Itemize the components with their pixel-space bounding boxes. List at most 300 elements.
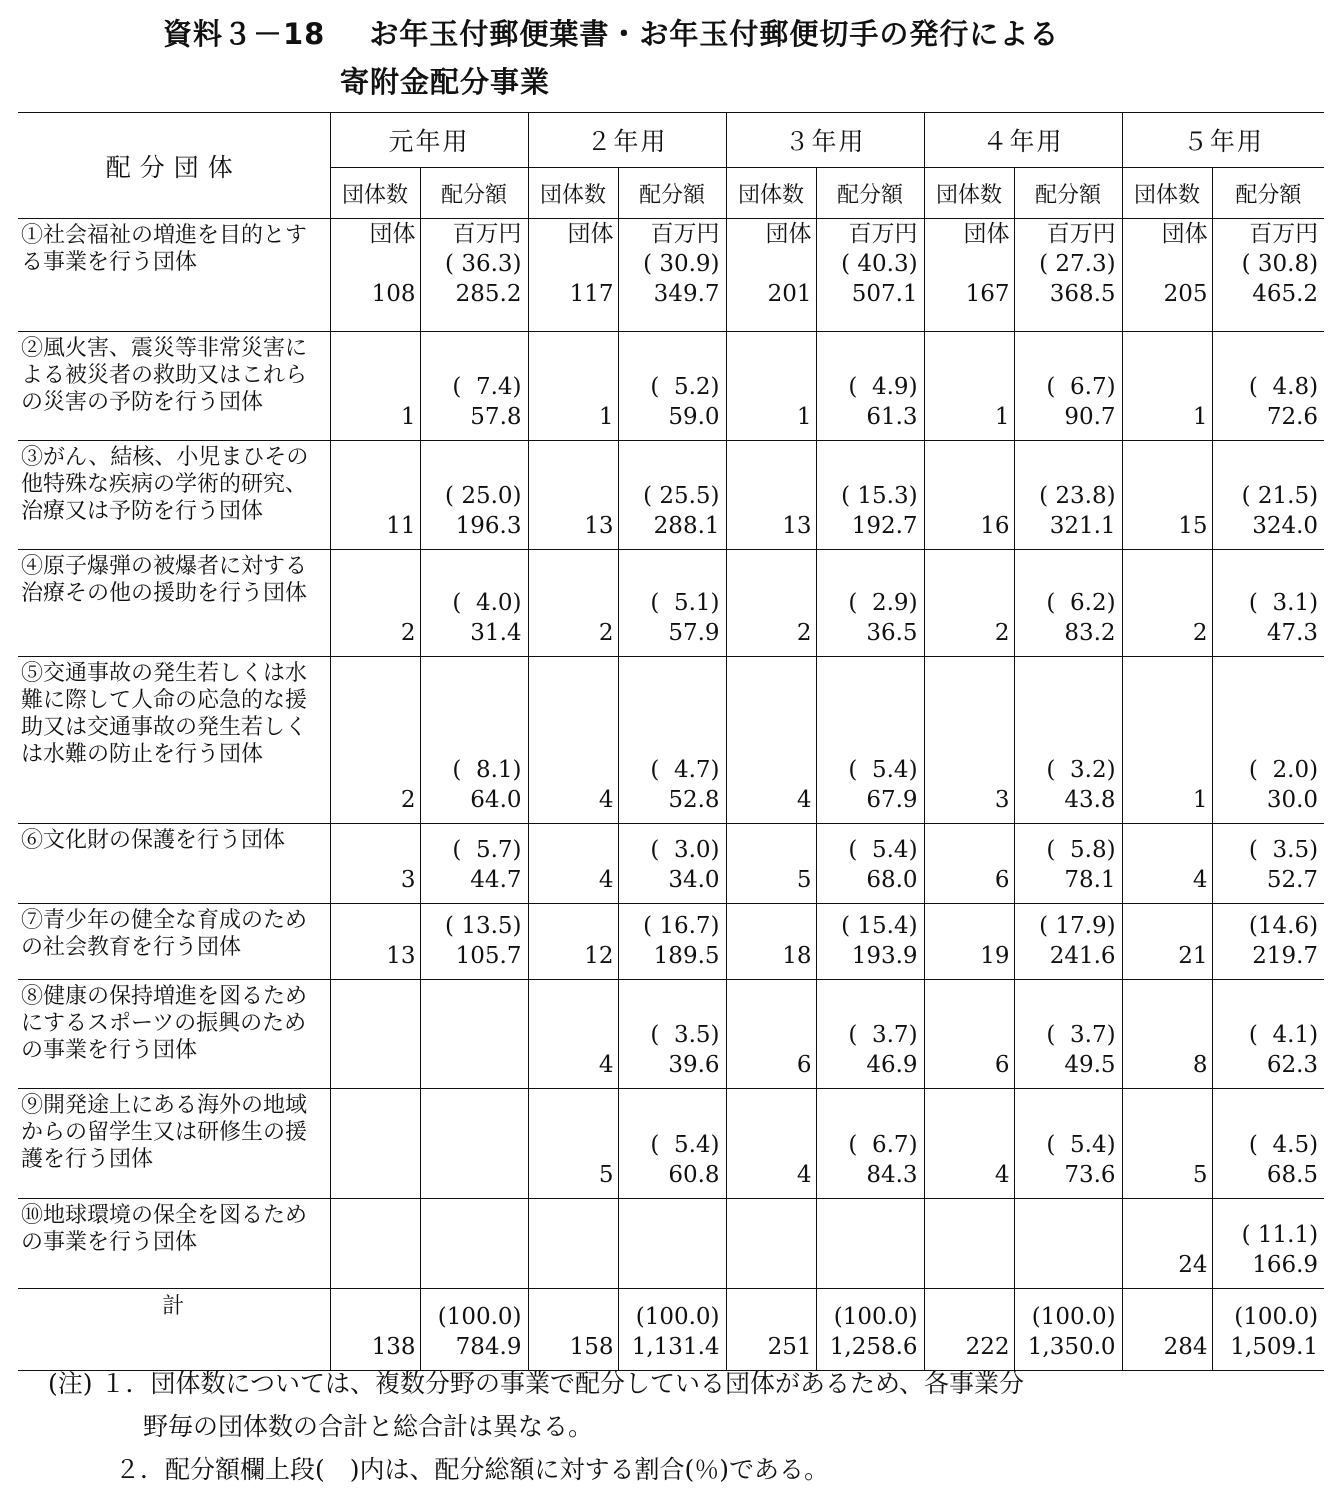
amount-cell: [420, 332, 528, 441]
amount-value: 52.7: [1266, 867, 1319, 893]
count-cell: [726, 332, 816, 441]
amount-value: 349.7: [653, 281, 720, 307]
category-label: ②風火害、震災等非常災害に よる被災者の救助又はこれら の災害の予防を行う団体: [18, 332, 330, 441]
amount-cell: [618, 904, 726, 980]
amount-cell: [1014, 550, 1122, 657]
share-value: ( 6.2): [1046, 590, 1116, 616]
count-value: 108: [371, 281, 416, 307]
amount-cell: [618, 824, 726, 904]
count-value: 167: [965, 281, 1010, 307]
header-amount: 配分額: [420, 168, 528, 219]
amount-cell: [1014, 657, 1122, 824]
amount-cell: [1014, 219, 1122, 332]
amount-cell: [618, 1089, 726, 1199]
amount-value: 47.3: [1266, 620, 1319, 646]
share-value: ( 21.5): [1241, 483, 1319, 509]
amount-value: 84.3: [866, 1162, 918, 1188]
document-title: [163, 12, 1059, 53]
unit-count: 団体: [963, 221, 1010, 247]
amount-cell: [1014, 332, 1122, 441]
count-value: 5: [1192, 1162, 1208, 1188]
count-value: 18: [782, 943, 812, 969]
amount-cell: [816, 332, 924, 441]
count-value: 1: [598, 404, 614, 430]
amount-cell: [1212, 1289, 1324, 1371]
share-value: ( 5.4): [848, 837, 918, 863]
count-value: 6: [994, 1052, 1010, 1078]
amount-value: 72.6: [1266, 404, 1319, 430]
count-value: 21: [1178, 943, 1208, 969]
count-cell: [1122, 441, 1212, 550]
share-value: ( 15.4): [841, 913, 918, 939]
share-value: ( 17.9): [1039, 913, 1116, 939]
amount-value: 34.0: [668, 867, 720, 893]
category-label: ⑦青少年の健全な育成のため の社会教育を行う団体: [18, 904, 330, 980]
count-cell: [726, 1199, 816, 1289]
count-value: 4: [598, 787, 614, 813]
amount-value: 288.1: [653, 513, 720, 539]
count-value: 2: [400, 787, 416, 813]
amount-value: 219.7: [1252, 943, 1319, 969]
count-cell: [330, 550, 420, 657]
header-amount: 配分額: [1212, 168, 1324, 219]
category-label: ④原子爆弾の被爆者に対する 治療その他の援助を行う団体: [18, 550, 330, 657]
amount-value: 368.5: [1049, 281, 1116, 307]
count-value: 4: [994, 1162, 1010, 1188]
amount-value: 285.2: [455, 281, 522, 307]
count-cell: [1122, 824, 1212, 904]
amount-value: 44.7: [470, 867, 522, 893]
share-value: ( 5.4): [650, 1132, 720, 1158]
share-value: ( 36.3): [445, 251, 522, 277]
share-value: ( 6.7): [1046, 374, 1116, 400]
amount-value: 105.7: [455, 943, 522, 969]
share-value: ( 3.7): [848, 1022, 918, 1048]
count-value: 5: [598, 1162, 614, 1188]
amount-value: 36.5: [866, 620, 918, 646]
share-value: ( 2.9): [848, 590, 918, 616]
amount-value: 31.4: [470, 620, 522, 646]
amount-cell: [1212, 219, 1324, 332]
count-cell: [330, 824, 420, 904]
count-value: 2: [598, 620, 614, 646]
note-1-continued: 野毎の団体数の合計と総合計は異なる。: [143, 1412, 594, 1441]
amount-value: 39.6: [668, 1052, 720, 1078]
share-value: ( 4.0): [452, 590, 522, 616]
count-cell: [924, 904, 1014, 980]
count-cell: [528, 824, 618, 904]
count-value: 3: [994, 787, 1010, 813]
amount-value: 192.7: [851, 513, 918, 539]
count-value: 4: [796, 787, 812, 813]
count-value: 2: [796, 620, 812, 646]
header-amount: 配分額: [1014, 168, 1122, 219]
count-value: 11: [386, 513, 416, 539]
share-value: ( 30.9): [643, 251, 720, 277]
document-title-line1: お年玉付郵便葉書・お年玉付郵便切手の発行による: [369, 17, 1060, 51]
amount-value: 64.0: [470, 787, 522, 813]
amount-cell: [618, 550, 726, 657]
share-value: ( 5.2): [650, 374, 720, 400]
amount-value: 166.9: [1252, 1252, 1319, 1278]
amount-cell: [816, 219, 924, 332]
count-cell: [924, 332, 1014, 441]
table-row: [18, 824, 1324, 904]
amount-cell: [816, 657, 924, 824]
category-label: ①社会福祉の増進を目的とす る事業を行う団体: [18, 219, 330, 332]
amount-cell: [618, 657, 726, 824]
amount-value: 57.8: [470, 404, 522, 430]
share-value: (100.0): [635, 1304, 720, 1330]
amount-cell: [420, 824, 528, 904]
share-value: ( 3.5): [1248, 837, 1319, 863]
count-value: 3: [400, 867, 416, 893]
amount-value: 67.9: [866, 787, 918, 813]
count-value: 24: [1178, 1252, 1208, 1278]
amount-cell: [618, 219, 726, 332]
count-value: 117: [569, 281, 614, 307]
amount-cell: [420, 550, 528, 657]
count-cell: [1122, 1289, 1212, 1371]
header-category: 配分団体: [18, 113, 330, 219]
count-value: 284: [1163, 1334, 1208, 1360]
amount-value: 1,131.4: [631, 1334, 720, 1360]
amount-value: 321.1: [1049, 513, 1116, 539]
table-row: [18, 441, 1324, 550]
count-cell: [528, 332, 618, 441]
share-value: (100.0): [1234, 1304, 1319, 1330]
share-value: ( 13.5): [445, 913, 522, 939]
amount-value: 57.9: [668, 620, 720, 646]
count-cell: [726, 904, 816, 980]
share-value: ( 25.5): [643, 483, 720, 509]
category-label: ⑤交通事故の発生若しくは水 難に際して人命の応急的な援 助又は交通事故の発生若しく は水難の防止を行う団体: [18, 657, 330, 824]
category-label: ⑩地球環境の保全を図るため の事業を行う団体: [18, 1199, 330, 1289]
share-value: ( 8.1): [452, 757, 522, 783]
count-cell: [726, 1089, 816, 1199]
header-count: 団体数: [924, 168, 1014, 219]
share-value: (100.0): [1031, 1304, 1116, 1330]
count-cell: [924, 441, 1014, 550]
amount-cell: [1212, 332, 1324, 441]
unit-amount: 百万円: [848, 221, 918, 247]
category-label: ③がん、結核、小児まひその 他特殊な疾病の学術的研究、 治療又は予防を行う団体: [18, 441, 330, 550]
count-value: 6: [796, 1052, 812, 1078]
header-count: 団体数: [726, 168, 816, 219]
share-value: ( 3.1): [1248, 590, 1319, 616]
amount-cell: [618, 332, 726, 441]
amount-cell: [420, 441, 528, 550]
header-count: 団体数: [330, 168, 420, 219]
table-row-total: [18, 1289, 1324, 1371]
count-value: 201: [767, 281, 812, 307]
header-count: 団体数: [1122, 168, 1212, 219]
amount-value: 61.3: [866, 404, 918, 430]
count-cell: [924, 1199, 1014, 1289]
table-row: [18, 980, 1324, 1089]
amount-value: 1,509.1: [1230, 1334, 1319, 1360]
share-value: (100.0): [437, 1304, 522, 1330]
amount-cell: [816, 904, 924, 980]
header-count: 団体数: [528, 168, 618, 219]
count-cell: [330, 1199, 420, 1289]
header-amount: 配分額: [618, 168, 726, 219]
amount-value: 196.3: [455, 513, 522, 539]
amount-cell: [420, 980, 528, 1089]
count-cell: [528, 219, 618, 332]
amount-value: 78.1: [1064, 867, 1116, 893]
count-value: 16: [980, 513, 1010, 539]
share-value: ( 3.7): [1046, 1022, 1116, 1048]
share-value: ( 5.8): [1046, 837, 1116, 863]
amount-value: 60.8: [668, 1162, 720, 1188]
amount-value: 465.2: [1252, 281, 1319, 307]
share-value: ( 4.1): [1248, 1022, 1319, 1048]
amount-cell: [618, 980, 726, 1089]
count-cell: [924, 1089, 1014, 1199]
count-value: 1: [400, 404, 416, 430]
count-cell: [726, 219, 816, 332]
category-label: ⑨開発途上にある海外の地域 からの留学生又は研修生の援 護を行う団体: [18, 1089, 330, 1199]
share-value: ( 5.7): [452, 837, 522, 863]
amount-cell: [1014, 1289, 1122, 1371]
table-row: [18, 904, 1324, 980]
count-cell: [330, 657, 420, 824]
share-value: ( 16.7): [643, 913, 720, 939]
count-cell: [1122, 657, 1212, 824]
category-label: ⑥文化財の保護を行う団体: [18, 824, 330, 904]
share-value: ( 40.3): [841, 251, 918, 277]
share-value: ( 25.0): [445, 483, 522, 509]
amount-value: 189.5: [653, 943, 720, 969]
count-cell: [924, 1289, 1014, 1371]
count-value: 1: [1192, 404, 1208, 430]
share-value: ( 11.1): [1241, 1222, 1319, 1248]
unit-count: 団体: [1161, 221, 1208, 247]
header-year-2: ２年用: [528, 113, 726, 168]
share-value: ( 4.8): [1248, 374, 1319, 400]
count-cell: [726, 657, 816, 824]
amount-value: 193.9: [851, 943, 918, 969]
unit-amount: 百万円: [1249, 221, 1319, 247]
count-value: 2: [400, 620, 416, 646]
count-value: 15: [1178, 513, 1208, 539]
amount-cell: [420, 657, 528, 824]
share-value: ( 3.5): [650, 1022, 720, 1048]
amount-value: 90.7: [1064, 404, 1116, 430]
count-value: 13: [782, 513, 812, 539]
count-cell: [1122, 1089, 1212, 1199]
count-cell: [924, 219, 1014, 332]
count-cell: [1122, 332, 1212, 441]
count-value: 158: [569, 1334, 614, 1360]
amount-cell: [618, 1289, 726, 1371]
count-cell: [330, 219, 420, 332]
table-row: [18, 550, 1324, 657]
header-year-5: ５年用: [1122, 113, 1324, 168]
count-value: 6: [994, 867, 1010, 893]
document-title-line2: 寄附金配分事業: [340, 65, 551, 99]
count-cell: [528, 904, 618, 980]
amount-cell: [1014, 1089, 1122, 1199]
count-cell: [528, 980, 618, 1089]
share-value: ( 4.5): [1248, 1132, 1319, 1158]
share-value: ( 4.7): [650, 757, 720, 783]
amount-value: 68.0: [866, 867, 918, 893]
count-value: 4: [598, 1052, 614, 1078]
count-cell: [330, 904, 420, 980]
share-value: ( 27.3): [1039, 251, 1116, 277]
count-value: 138: [371, 1334, 416, 1360]
share-value: ( 30.8): [1241, 251, 1319, 277]
amount-value: 241.6: [1049, 943, 1116, 969]
count-cell: [924, 657, 1014, 824]
count-cell: [1122, 219, 1212, 332]
count-cell: [528, 1089, 618, 1199]
unit-count: 団体: [765, 221, 812, 247]
amount-cell: [1212, 980, 1324, 1089]
unit-amount: 百万円: [452, 221, 522, 247]
amount-cell: [1014, 980, 1122, 1089]
amount-value: 30.0: [1266, 787, 1319, 813]
amount-cell: [1212, 550, 1324, 657]
count-cell: [1122, 550, 1212, 657]
amount-cell: [1014, 904, 1122, 980]
amount-value: 324.0: [1252, 513, 1319, 539]
amount-value: 46.9: [866, 1052, 918, 1078]
count-value: 4: [796, 1162, 812, 1188]
amount-cell: [1014, 1199, 1122, 1289]
count-cell: [330, 1289, 420, 1371]
share-value: ( 5.1): [650, 590, 720, 616]
amount-cell: [1212, 1089, 1324, 1199]
table-row: [18, 1089, 1324, 1199]
amount-cell: [1212, 441, 1324, 550]
share-value: ( 5.4): [848, 757, 918, 783]
count-cell: [924, 824, 1014, 904]
note-2: ２．配分額欄上段( )内は、配分総額に対する割合(％)である。: [115, 1455, 830, 1484]
amount-value: 784.9: [455, 1334, 522, 1360]
count-cell: [924, 980, 1014, 1089]
count-cell: [1122, 904, 1212, 980]
count-cell: [330, 980, 420, 1089]
header-year-3: ３年用: [726, 113, 924, 168]
amount-cell: [816, 980, 924, 1089]
amount-cell: [816, 824, 924, 904]
share-value: (14.6): [1248, 913, 1319, 939]
count-value: 8: [1192, 1052, 1208, 1078]
share-value: ( 23.8): [1039, 483, 1116, 509]
count-value: 4: [1192, 867, 1208, 893]
amount-value: 1,350.0: [1027, 1334, 1116, 1360]
amount-cell: [420, 1199, 528, 1289]
table-row: [18, 332, 1324, 441]
amount-cell: [816, 441, 924, 550]
count-cell: [528, 1289, 618, 1371]
amount-value: 52.8: [668, 787, 720, 813]
count-value: 222: [965, 1334, 1010, 1360]
count-cell: [1122, 1199, 1212, 1289]
amount-cell: [420, 1289, 528, 1371]
header-amount: 配分額: [816, 168, 924, 219]
table-body: [18, 219, 1324, 1371]
header-year-4: ４年用: [924, 113, 1122, 168]
share-value: ( 15.3): [841, 483, 918, 509]
count-value: 4: [598, 867, 614, 893]
amount-value: 62.3: [1266, 1052, 1319, 1078]
share-value: ( 7.4): [452, 374, 522, 400]
amount-cell: [1212, 904, 1324, 980]
amount-cell: [1212, 657, 1324, 824]
count-cell: [726, 441, 816, 550]
amount-cell: [1212, 824, 1324, 904]
amount-cell: [816, 1089, 924, 1199]
amount-cell: [816, 1199, 924, 1289]
count-value: 2: [1192, 620, 1208, 646]
count-value: 1: [796, 404, 812, 430]
count-value: 12: [584, 943, 614, 969]
amount-cell: [816, 550, 924, 657]
count-cell: [726, 550, 816, 657]
share-value: (100.0): [833, 1304, 918, 1330]
amount-value: 73.6: [1064, 1162, 1116, 1188]
amount-value: 49.5: [1064, 1052, 1116, 1078]
table-row: [18, 657, 1324, 824]
count-value: 2: [994, 620, 1010, 646]
count-cell: [1122, 980, 1212, 1089]
header-year-1: 元年用: [330, 113, 528, 168]
amount-cell: [420, 904, 528, 980]
count-cell: [924, 550, 1014, 657]
unit-count: 団体: [369, 221, 416, 247]
share-value: ( 5.4): [1046, 1132, 1116, 1158]
count-cell: [726, 824, 816, 904]
share-value: ( 3.2): [1046, 757, 1116, 783]
amount-value: 59.0: [668, 404, 720, 430]
share-value: ( 6.7): [848, 1132, 918, 1158]
amount-cell: [420, 219, 528, 332]
amount-cell: [1014, 441, 1122, 550]
amount-value: 507.1: [851, 281, 918, 307]
amount-value: 83.2: [1064, 620, 1116, 646]
amount-value: 43.8: [1064, 787, 1116, 813]
table-row: [18, 1199, 1324, 1289]
document-label: 資料３－18: [163, 17, 326, 51]
amount-value: 1,258.6: [829, 1334, 918, 1360]
amount-cell: [816, 1289, 924, 1371]
amount-cell: [420, 1089, 528, 1199]
unit-amount: 百万円: [650, 221, 720, 247]
table-row: [18, 219, 1324, 332]
count-value: 1: [994, 404, 1010, 430]
note-1: (注) １．団体数については、複数分野の事業で配分している団体があるため、各事業分: [48, 1369, 1024, 1398]
count-value: 5: [796, 867, 812, 893]
count-value: 251: [767, 1334, 812, 1360]
share-value: ( 3.0): [650, 837, 720, 863]
count-cell: [330, 332, 420, 441]
count-cell: [528, 550, 618, 657]
count-value: 205: [1163, 281, 1208, 307]
count-cell: [528, 657, 618, 824]
category-label: ⑧健康の保持増進を図るため にするスポーツの振興のため の事業を行う団体: [18, 980, 330, 1089]
count-cell: [330, 441, 420, 550]
count-cell: [726, 980, 816, 1089]
amount-cell: [1212, 1199, 1324, 1289]
count-cell: [528, 441, 618, 550]
total-label: 計: [18, 1289, 330, 1371]
count-cell: [726, 1289, 816, 1371]
amount-cell: [618, 441, 726, 550]
